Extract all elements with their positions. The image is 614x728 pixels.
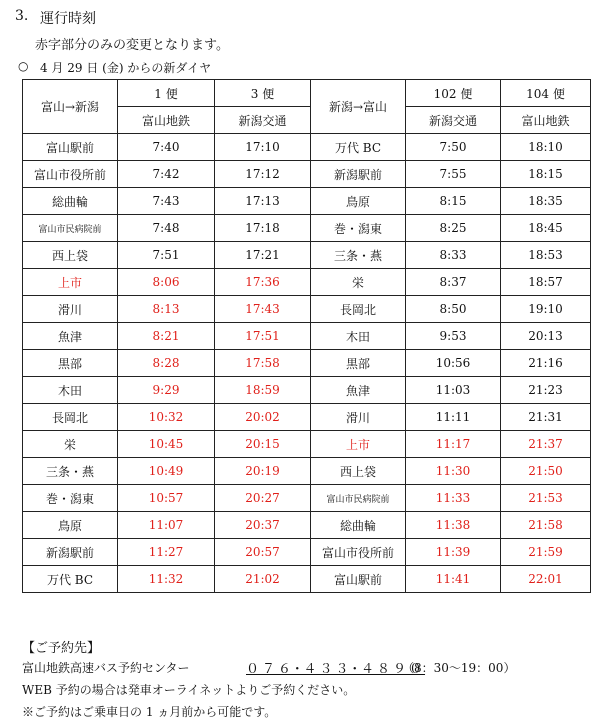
time-cell: 21:23 [501,377,591,404]
time-cell: 22:01 [501,566,591,593]
time-cell: 18:53 [501,242,591,269]
time-cell: 21:50 [501,458,591,485]
table-row [23,566,591,593]
bin-3: 3 便 [215,80,311,107]
time-cell: 8:25 [406,215,501,242]
stop-name-cell: 新潟駅前 [23,539,118,566]
table-row [23,296,591,323]
time-cell: 8:28 [118,350,215,377]
stop-name-cell: 万代 BC [311,134,406,161]
time-cell: 21:58 [501,512,591,539]
time-cell: 8:50 [406,296,501,323]
stop-name-cell: 富山市民病院前 [23,215,118,242]
stop-name-cell: 魚津 [311,377,406,404]
table-row [23,404,591,431]
table-row [23,215,591,242]
time-cell: 20:37 [215,512,311,539]
time-cell: 18:10 [501,134,591,161]
direction-left: 富山→新潟 [23,80,118,134]
stop-name-cell: 総曲輪 [23,188,118,215]
time-cell: 20:13 [501,323,591,350]
stop-name-cell: 巻・潟東 [311,215,406,242]
direction-right: 新潟→富山 [311,80,406,134]
time-cell: 20:27 [215,485,311,512]
time-cell: 11:17 [406,431,501,458]
time-cell: 7:43 [118,188,215,215]
time-cell: 8:15 [406,188,501,215]
operator-104: 富山地鉄 [501,107,591,134]
time-cell: 17:43 [215,296,311,323]
time-cell: 10:32 [118,404,215,431]
time-cell: 7:40 [118,134,215,161]
time-cell: 20:19 [215,458,311,485]
table-row [23,269,591,296]
section-title: 運行時刻 [40,11,96,27]
time-cell: 10:56 [406,350,501,377]
time-cell: 9:29 [118,377,215,404]
table-row [23,512,591,539]
stop-name-cell: 新潟駅前 [311,161,406,188]
stop-name-cell: 万代 BC [23,566,118,593]
reservation-heading: 【ご予約先】 [22,641,101,656]
time-cell: 18:57 [501,269,591,296]
time-cell: 10:49 [118,458,215,485]
table-row [23,431,591,458]
time-cell: 8:13 [118,296,215,323]
time-cell: 18:45 [501,215,591,242]
time-cell: 17:36 [215,269,311,296]
time-cell: 17:58 [215,350,311,377]
table-row [23,242,591,269]
phone-number[interactable]: ０７６･４３３･４８９０ [246,662,426,677]
time-cell: 10:45 [118,431,215,458]
time-cell: 17:13 [215,188,311,215]
time-cell: 11:33 [406,485,501,512]
stop-name-cell: 巻・潟東 [23,485,118,512]
time-cell: 20:15 [215,431,311,458]
reservation-center: 富山地鉄高速バス予約センター [22,661,190,675]
time-cell: 7:48 [118,215,215,242]
timetable [22,79,591,593]
time-cell: 11:38 [406,512,501,539]
time-cell: 18:59 [215,377,311,404]
stop-name-cell: 富山駅前 [311,566,406,593]
time-cell: 8:06 [118,269,215,296]
stop-name-cell: 鳥原 [311,188,406,215]
table-row [23,485,591,512]
header-row-bin [23,80,591,107]
time-cell: 21:02 [215,566,311,593]
stop-name-cell: 魚津 [23,323,118,350]
bin-102: 102 便 [406,80,501,107]
stop-name-cell: 木田 [311,323,406,350]
time-cell: 11:39 [406,539,501,566]
business-hours: （8：30～19：00） [402,661,516,675]
stop-name-cell: 黒部 [23,350,118,377]
stop-name-cell: 富山駅前 [23,134,118,161]
time-cell: 7:50 [406,134,501,161]
operator-1: 富山地鉄 [118,107,215,134]
time-cell: 18:35 [501,188,591,215]
table-row [23,458,591,485]
time-cell: 7:51 [118,242,215,269]
time-cell: 11:32 [118,566,215,593]
time-cell: 8:21 [118,323,215,350]
time-cell: 7:42 [118,161,215,188]
time-cell: 11:41 [406,566,501,593]
stop-name-cell: 西上袋 [23,242,118,269]
stop-name-cell: 長岡北 [23,404,118,431]
time-cell: 17:12 [215,161,311,188]
table-row [23,350,591,377]
operator-102: 新潟交通 [406,107,501,134]
time-cell: 17:10 [215,134,311,161]
table-row [23,134,591,161]
table-row [23,161,591,188]
table-row [23,539,591,566]
time-cell: 20:57 [215,539,311,566]
time-cell: 9:53 [406,323,501,350]
time-cell: 21:16 [501,350,591,377]
time-cell: 7:55 [406,161,501,188]
stop-name-cell: 西上袋 [311,458,406,485]
section-number: 3. [15,8,29,24]
time-cell: 21:53 [501,485,591,512]
schedule-label: 4 月 29 日 (金) からの新ダイヤ [40,61,212,75]
table-row [23,323,591,350]
time-cell: 21:59 [501,539,591,566]
stop-name-cell: 栄 [311,269,406,296]
table-row [23,188,591,215]
stop-name-cell: 鳥原 [23,512,118,539]
time-cell: 10:57 [118,485,215,512]
table-row [23,377,591,404]
time-cell: 8:37 [406,269,501,296]
stop-name-cell: 長岡北 [311,296,406,323]
bin-1: 1 便 [118,80,215,107]
stop-name-cell: 富山市役所前 [311,539,406,566]
time-cell: 19:10 [501,296,591,323]
bullet-circle: ○ [18,59,29,73]
web-reservation-note: WEB 予約の場合は発車オーライネットよりご予約ください。 [22,683,356,697]
time-cell: 21:31 [501,404,591,431]
time-cell: 18:15 [501,161,591,188]
stop-name-cell: 滑川 [311,404,406,431]
operator-3: 新潟交通 [215,107,311,134]
time-cell: 11:11 [406,404,501,431]
stop-name-cell: 三条・燕 [23,458,118,485]
time-cell: 20:02 [215,404,311,431]
stop-name-cell: 黒部 [311,350,406,377]
bin-104: 104 便 [501,80,591,107]
stop-name-cell: 総曲輪 [311,512,406,539]
time-cell: 11:30 [406,458,501,485]
stop-name-cell: 富山市役所前 [23,161,118,188]
stop-name-cell: 木田 [23,377,118,404]
time-cell: 17:51 [215,323,311,350]
time-cell: 8:33 [406,242,501,269]
change-note: 赤字部分のみの変更となります。 [35,38,229,53]
stop-name-cell: 栄 [23,431,118,458]
stop-name-cell: 三条・燕 [311,242,406,269]
stop-name-cell: 滑川 [23,296,118,323]
time-cell: 11:27 [118,539,215,566]
stop-name-cell: 上市 [311,431,406,458]
time-cell: 11:03 [406,377,501,404]
stop-name-cell: 富山市民病院前 [311,485,406,512]
time-cell: 17:18 [215,215,311,242]
advance-booking-note: ※ご予約はご乗車日の 1 ヵ月前から可能です。 [22,705,277,719]
stop-name-cell: 上市 [23,269,118,296]
time-cell: 21:37 [501,431,591,458]
time-cell: 17:21 [215,242,311,269]
time-cell: 11:07 [118,512,215,539]
